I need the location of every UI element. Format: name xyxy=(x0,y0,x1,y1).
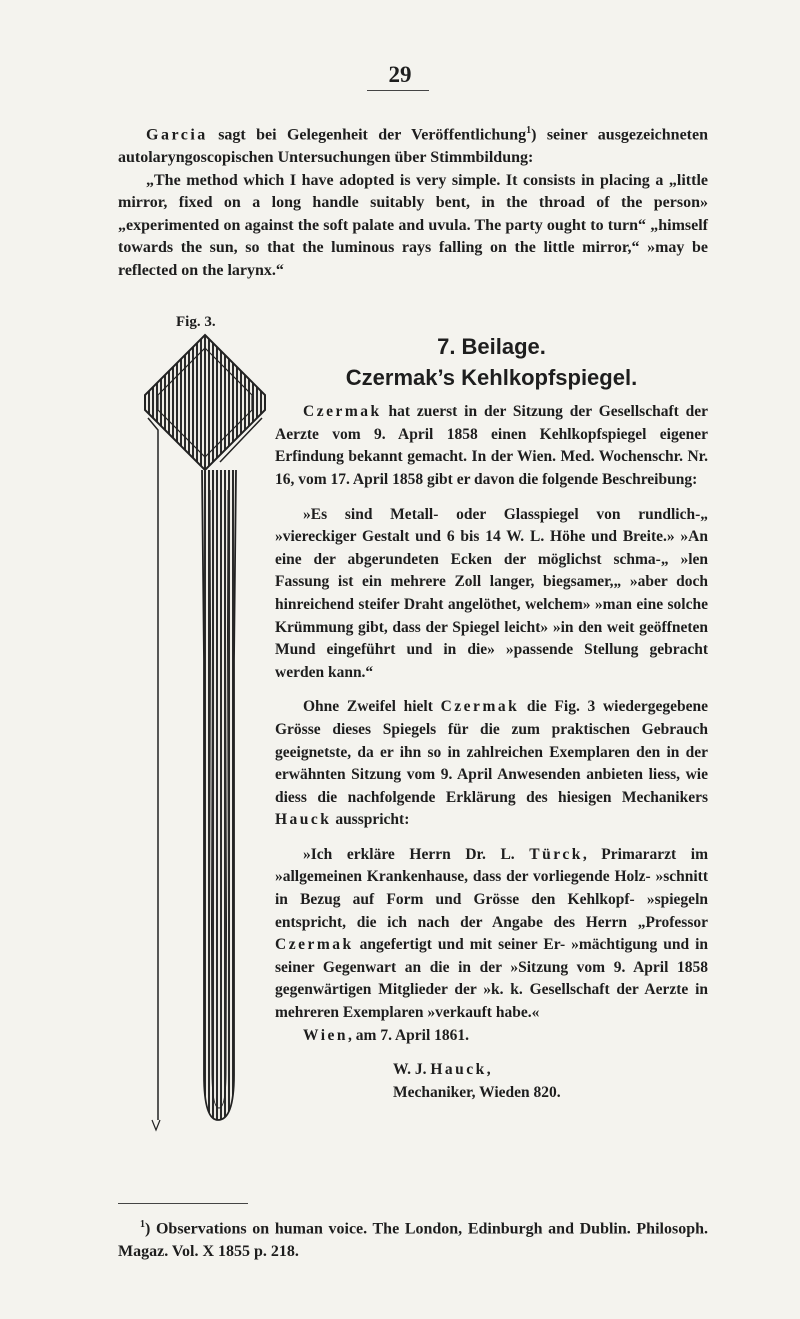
q2-text-b: , Primararzt im »allgemeinen Krankenhause, dass der vorliegende Holz- »schnitt in Bezug auf Form und Grösse den Kehlkopf- »spiegeln entspricht, die ich nach der Angabe des Herrn „Professor xyxy=(275,845,708,931)
sig-comma: , xyxy=(486,1061,491,1079)
intro-paragraph xyxy=(118,120,708,282)
dateline xyxy=(275,1025,708,1048)
signature-name xyxy=(275,1059,708,1082)
section-title: 7. Beilage. xyxy=(437,334,546,359)
footnote-reference: 1 xyxy=(526,125,532,136)
hauck-declaration xyxy=(275,844,708,1025)
quote-1: »Es sind Metall- oder Glasspiegel von rundlich-„ »viereckiger Gestalt und 6 bis 14 W. L. Höhe und Breite.» »An eine der abgerundeten Ecken der möglichst schma-„ »len Fassung ist ein mehrere Zoll langer, biegsamer,„ »aber doch hinreichend steifer Draht angelöthet, welchem» »man eine solche Krümmung gibt, dass der Spiegel leicht» »in den weit geöffneten Mund eingeführt und in die» »passende Stellung gebracht werden kann.“ xyxy=(275,505,708,681)
name-czermak-3: Czermak xyxy=(275,936,354,954)
name-hauck: Hauck xyxy=(275,811,332,829)
name-tuerck: Türck xyxy=(529,845,583,863)
sig-initials: W. J. xyxy=(393,1061,431,1079)
q2-text-c: angefertigt und mit seiner Er- »mächtigung und in seiner Gegenwart an die in der »Sitzung vom 9. April 1858 gegenwärtigen Mitglieder der »k. k. Gesellschaft der Aerzte in mehreren Exemplaren »verkauft habe.« xyxy=(275,936,708,1022)
p2-text-a: Ohne Zweifel hielt xyxy=(303,698,441,716)
footnote-text: ) Observations on human voice. The London, Edinburgh and Dublin. Philosoph. Magaz. Vol. X 1855 p. 218. xyxy=(118,1220,708,1261)
date-rest: , am 7. April 1861. xyxy=(348,1026,470,1044)
intro-rest: ) seiner ausgezeichneten autolaryngoscopischen Untersuchungen über Stimmbildung: xyxy=(118,126,708,166)
footnote-rule xyxy=(118,1203,248,1204)
footnote-mark: 1 xyxy=(140,1219,145,1230)
sig-surname: Hauck xyxy=(430,1061,487,1079)
section-column xyxy=(275,336,708,1104)
figure-label: Fig. 3. xyxy=(176,314,216,330)
name-czermak: Czermak xyxy=(303,403,382,421)
name-czermak-2: Czermak xyxy=(440,698,520,716)
intro-lead: sagt bei Gelegenheit der Veröffentlichung xyxy=(207,126,527,144)
page-number: 29 xyxy=(388,62,412,87)
czermak-quote xyxy=(275,504,708,685)
page-number-underline xyxy=(367,90,429,91)
section-subtitle: Czermak’s Kehlkopfspiegel. xyxy=(345,364,638,390)
p2-text-b: die Fig. 3 wiedergegebene Grösse dieses Spiegels für die zum praktischen Gebrauch geeignetste, da er ihn so in zahlreichen Exemplaren den in der erwähnten Sitzung vom 9. April Anwesenden anbieten liess, wie diess die nachfolgende Erklärung des hiesigen Mechanikers xyxy=(275,698,708,806)
p2-text-c: ausspricht: xyxy=(331,811,410,829)
date-city: Wien xyxy=(303,1026,349,1044)
footnote xyxy=(118,1213,708,1263)
laryngeal-mirror-figure xyxy=(140,330,270,1140)
author-garcia: Garcia xyxy=(146,126,208,144)
section-paragraph-1: hat zuerst in der Sitzung der Gesellschaft der Aerzte vom 9. April 1858 einen Kehlkopfspiegel eigener Erfindung bekannt gemacht. In der Wien. Med. Wochenschr. Nr. 16, vom 17. April 1858 gibt er davon die folgende Beschreibung: xyxy=(275,403,708,488)
section-paragraph-2 xyxy=(275,696,708,832)
garcia-quote: „The method which I have adopted is very simple. It consists in placing a „little mirror, fixed on a long handle suitably bent, in the throad of the person» „experimented on against the soft palate and uvula. The party ought to turn“ „himself towards the sun, so that the luminous rays falling on the little mirror,“ »may be reflected on the larynx.“ xyxy=(118,171,708,279)
q2-text-a: »Ich erkläre Herrn Dr. L. xyxy=(303,845,530,863)
signature-title: Mechaniker, Wieden 820. xyxy=(393,1083,561,1101)
